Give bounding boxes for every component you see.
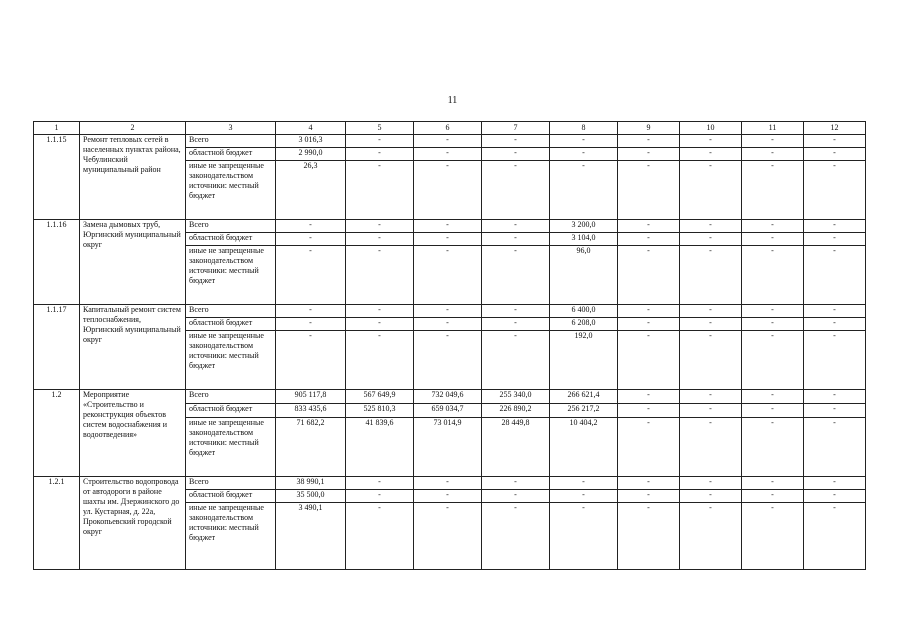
table-row [34, 305, 866, 318]
amount-cell: 38 990,1 [276, 477, 346, 490]
amount-cell: - [742, 220, 804, 233]
funding-source: областной бюджет [186, 148, 276, 161]
amount-cell: - [346, 331, 414, 390]
amount-cell: - [804, 233, 866, 246]
amount-cell: - [618, 148, 680, 161]
amount-cell: - [742, 135, 804, 148]
amount-cell: - [346, 503, 414, 570]
amount-cell: - [618, 246, 680, 305]
amount-cell: - [482, 220, 550, 233]
amount-cell: 28 449,8 [482, 418, 550, 477]
amount-cell: 71 682,2 [276, 418, 346, 477]
column-header: 1 [34, 122, 80, 135]
amount-cell: - [618, 390, 680, 404]
amount-cell: - [276, 305, 346, 318]
item-description: Мероприятие «Строительство и реконструкция объектов систем водоснабжения и водоотведения» [80, 390, 186, 477]
amount-cell: - [276, 318, 346, 331]
amount-cell: 26,3 [276, 161, 346, 220]
amount-cell: - [804, 220, 866, 233]
amount-cell: - [346, 318, 414, 331]
amount-cell: - [804, 246, 866, 305]
amount-cell: - [482, 161, 550, 220]
amount-cell: - [618, 477, 680, 490]
amount-cell: - [346, 477, 414, 490]
item-number: 1.1.17 [34, 305, 80, 390]
column-header: 6 [414, 122, 482, 135]
amount-cell: 3 016,3 [276, 135, 346, 148]
column-header: 10 [680, 122, 742, 135]
amount-cell: - [804, 305, 866, 318]
column-header: 8 [550, 122, 618, 135]
amount-cell: - [742, 477, 804, 490]
amount-cell: - [804, 331, 866, 390]
amount-cell: - [804, 390, 866, 404]
column-header: 11 [742, 122, 804, 135]
amount-cell: 226 890,2 [482, 404, 550, 418]
amount-cell: - [618, 503, 680, 570]
amount-cell: - [346, 220, 414, 233]
amount-cell: - [276, 233, 346, 246]
amount-cell: - [742, 331, 804, 390]
amount-cell: - [742, 490, 804, 503]
amount-cell: - [482, 477, 550, 490]
amount-cell: - [276, 246, 346, 305]
amount-cell: - [414, 305, 482, 318]
amount-cell: 35 500,0 [276, 490, 346, 503]
amount-cell: - [742, 390, 804, 404]
item-description: Замена дымовых труб, Юргинский муниципальный округ [80, 220, 186, 305]
amount-cell: - [276, 220, 346, 233]
item-number: 1.2 [34, 390, 80, 477]
amount-cell: - [414, 331, 482, 390]
amount-cell: - [680, 318, 742, 331]
amount-cell: - [414, 318, 482, 331]
funding-source: областной бюджет [186, 490, 276, 503]
amount-cell: - [482, 503, 550, 570]
amount-cell: - [346, 246, 414, 305]
funding-source: иные не запрещенные законодательством источники: местный бюджет [186, 331, 276, 390]
amount-cell: 659 034,7 [414, 404, 482, 418]
amount-cell: - [276, 331, 346, 390]
amount-cell: - [804, 477, 866, 490]
amount-cell: 10 404,2 [550, 418, 618, 477]
amount-cell: 3 490,1 [276, 503, 346, 570]
table-row [34, 135, 866, 148]
amount-cell: - [680, 246, 742, 305]
amount-cell: - [742, 233, 804, 246]
amount-cell: - [414, 246, 482, 305]
amount-cell: 96,0 [550, 246, 618, 305]
amount-cell: - [550, 161, 618, 220]
item-number: 1.2.1 [34, 477, 80, 570]
amount-cell: - [680, 148, 742, 161]
table-row [34, 390, 866, 404]
amount-cell: 833 435,6 [276, 404, 346, 418]
item-description: Капитальный ремонт систем теплоснабжения, Юргинский муниципальный округ [80, 305, 186, 390]
amount-cell: 3 200,0 [550, 220, 618, 233]
amount-cell: - [482, 305, 550, 318]
amount-cell: - [482, 135, 550, 148]
funding-source: Всего [186, 305, 276, 318]
funding-source: иные не запрещенные законодательством источники: местный бюджет [186, 503, 276, 570]
column-header: 4 [276, 122, 346, 135]
amount-cell: - [618, 161, 680, 220]
amount-cell: 732 049,6 [414, 390, 482, 404]
amount-cell: - [742, 305, 804, 318]
amount-cell: - [414, 148, 482, 161]
table-row [34, 220, 866, 233]
amount-cell: - [742, 503, 804, 570]
amount-cell: - [618, 305, 680, 318]
funding-source: иные не запрещенные законодательством источники: местный бюджет [186, 161, 276, 220]
amount-cell: - [346, 305, 414, 318]
amount-cell: 6 400,0 [550, 305, 618, 318]
amount-cell: - [618, 418, 680, 477]
amount-cell: 266 621,4 [550, 390, 618, 404]
column-header: 7 [482, 122, 550, 135]
column-header: 2 [80, 122, 186, 135]
amount-cell: - [550, 135, 618, 148]
amount-cell: - [618, 135, 680, 148]
amount-cell: - [346, 490, 414, 503]
amount-cell: - [414, 490, 482, 503]
amount-cell: - [680, 305, 742, 318]
amount-cell: - [742, 404, 804, 418]
amount-cell: - [550, 503, 618, 570]
amount-cell: - [742, 161, 804, 220]
header-row [34, 122, 866, 135]
amount-cell: - [618, 331, 680, 390]
amount-cell: - [680, 331, 742, 390]
amount-cell: - [618, 404, 680, 418]
funding-source: областной бюджет [186, 404, 276, 418]
amount-cell: - [618, 490, 680, 503]
budget-table [33, 121, 866, 570]
amount-cell: 41 839,6 [346, 418, 414, 477]
funding-source: Всего [186, 135, 276, 148]
amount-cell: - [482, 331, 550, 390]
amount-cell: - [346, 233, 414, 246]
amount-cell: - [680, 503, 742, 570]
item-description: Строительство водопровода от автодороги в районе шахты им. Дзержинского до ул. Кустарная, д. 22а, Прокопьевский городской округ [80, 477, 186, 570]
amount-cell: - [680, 477, 742, 490]
amount-cell: 256 217,2 [550, 404, 618, 418]
amount-cell: - [618, 233, 680, 246]
amount-cell: - [346, 161, 414, 220]
amount-cell: - [414, 135, 482, 148]
funding-source: иные не запрещенные законодательством источники: местный бюджет [186, 246, 276, 305]
amount-cell: - [804, 503, 866, 570]
funding-source: областной бюджет [186, 233, 276, 246]
amount-cell: - [680, 390, 742, 404]
column-header: 5 [346, 122, 414, 135]
amount-cell: - [680, 404, 742, 418]
amount-cell: - [742, 418, 804, 477]
funding-source: Всего [186, 390, 276, 404]
amount-cell: - [680, 135, 742, 148]
amount-cell: - [414, 233, 482, 246]
amount-cell: - [804, 135, 866, 148]
amount-cell: - [804, 404, 866, 418]
funding-source: Всего [186, 477, 276, 490]
amount-cell: - [804, 161, 866, 220]
amount-cell: - [804, 318, 866, 331]
amount-cell: - [482, 246, 550, 305]
amount-cell: - [550, 477, 618, 490]
amount-cell: - [346, 135, 414, 148]
amount-cell: - [550, 148, 618, 161]
column-header: 3 [186, 122, 276, 135]
amount-cell: - [742, 148, 804, 161]
amount-cell: - [680, 490, 742, 503]
column-header: 12 [804, 122, 866, 135]
funding-source: иные не запрещенные законодательством источники: местный бюджет [186, 418, 276, 477]
amount-cell: - [482, 490, 550, 503]
amount-cell: - [804, 148, 866, 161]
amount-cell: 255 340,0 [482, 390, 550, 404]
amount-cell: - [742, 318, 804, 331]
amount-cell: - [804, 490, 866, 503]
column-header: 9 [618, 122, 680, 135]
item-description: Ремонт тепловых сетей в населенных пунктах района, Чебулинский муниципальный район [80, 135, 186, 220]
amount-cell: - [482, 233, 550, 246]
amount-cell: - [680, 418, 742, 477]
page-number: 11 [447, 95, 458, 106]
amount-cell: - [414, 503, 482, 570]
amount-cell: 3 104,0 [550, 233, 618, 246]
amount-cell: 905 117,8 [276, 390, 346, 404]
amount-cell: - [550, 490, 618, 503]
amount-cell: - [414, 161, 482, 220]
amount-cell: - [346, 148, 414, 161]
amount-cell: 2 990,0 [276, 148, 346, 161]
item-number: 1.1.15 [34, 135, 80, 220]
item-number: 1.1.16 [34, 220, 80, 305]
amount-cell: - [414, 477, 482, 490]
amount-cell: - [618, 220, 680, 233]
amount-cell: 192,0 [550, 331, 618, 390]
amount-cell: - [804, 418, 866, 477]
amount-cell: 6 208,0 [550, 318, 618, 331]
amount-cell: - [680, 233, 742, 246]
amount-cell: - [482, 318, 550, 331]
amount-cell: - [680, 161, 742, 220]
amount-cell: - [618, 318, 680, 331]
amount-cell: - [742, 246, 804, 305]
amount-cell: - [482, 148, 550, 161]
amount-cell: 73 014,9 [414, 418, 482, 477]
amount-cell: - [414, 220, 482, 233]
amount-cell: - [680, 220, 742, 233]
funding-source: Всего [186, 220, 276, 233]
funding-source: областной бюджет [186, 318, 276, 331]
amount-cell: 525 810,3 [346, 404, 414, 418]
amount-cell: 567 649,9 [346, 390, 414, 404]
table-row [34, 477, 866, 490]
